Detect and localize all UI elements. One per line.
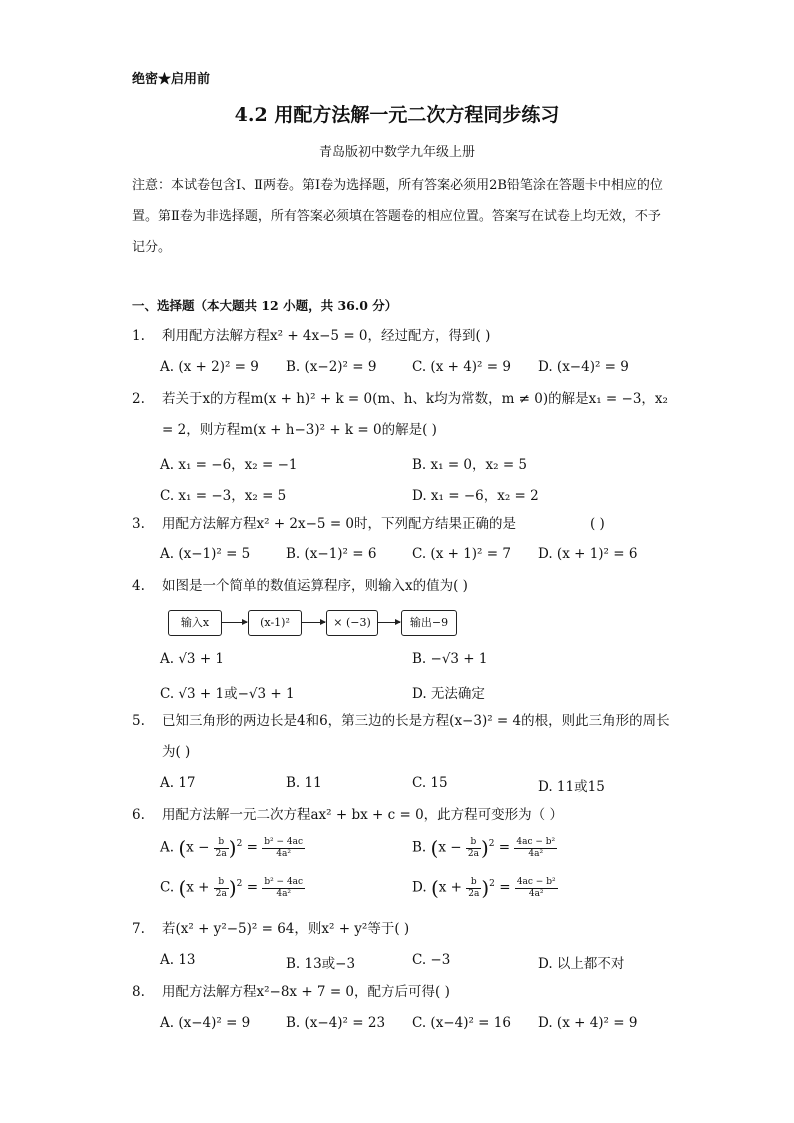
question-stem: 用配方法解方程x² + 2x−5 = 0时，下列配方结果正确的是 — [162, 516, 517, 532]
option-c[interactable]: C. 15 — [412, 775, 448, 791]
option-b[interactable]: B. 13或−3 — [286, 956, 356, 972]
secret-label: 绝密★启用前 — [132, 72, 211, 87]
question-5 — [132, 706, 672, 768]
question-stem: 用配方法解一元二次方程ax² + bx + c = 0，此方程可变形为（ ） — [162, 807, 563, 823]
option-c[interactable]: C. −3 — [412, 952, 451, 968]
option-a[interactable]: A. (x − $\frac{b}{2a}$ )$^2$ = $\frac{\text{b² − 4ac}}{\text{4a²}}$ — [160, 836, 303, 860]
option-sign: − — [198, 839, 210, 856]
option-a[interactable]: A. 17 — [160, 775, 196, 791]
flow-box-multiply: × (−3) — [326, 610, 378, 636]
option-a[interactable]: A. (x + 2)² = 9 — [160, 359, 259, 375]
option-c[interactable]: C. √3 + 1或−√3 + 1 — [160, 686, 295, 702]
fraction: $\frac{\text{4ac − b²}}{\text{4a²}}$ — [516, 836, 556, 859]
fraction: $\frac{b}{2a}$ — [468, 876, 480, 899]
question-number: 6. — [132, 807, 145, 823]
question-5-options — [160, 775, 670, 795]
fraction: $\frac{b}{2a}$ — [215, 836, 227, 859]
flow-box-output: 输出−9 — [401, 610, 457, 636]
fraction: $\frac{b}{2a}$ — [215, 876, 227, 899]
option-a[interactable]: A. (x−4)² = 9 — [160, 1015, 251, 1031]
option-d[interactable]: D. x₁ = −6，x₂ = 2 — [412, 488, 539, 504]
question-stem: 利用配方法解方程x² + 4x−5 = 0，经过配方，得到( ) — [162, 328, 491, 344]
question-8-options — [160, 1015, 670, 1035]
option-a[interactable]: A. √3 + 1 — [160, 651, 225, 667]
option-a[interactable]: A. (x−1)² = 5 — [160, 546, 251, 562]
flow-arrow-icon — [301, 622, 325, 623]
question-2 — [132, 384, 672, 446]
question-stem: 已知三角形的两边长是4和6，第三边的长是方程(x−3)² = 4的根，则此三角形的周长为( ) — [162, 713, 670, 760]
question-3 — [132, 509, 672, 540]
question-4-options-row-1 — [160, 651, 670, 671]
question-stem: 如图是一个简单的数值运算程序，则输入x的值为( ) — [162, 578, 468, 594]
option-label: C. — [160, 879, 175, 896]
option-b[interactable]: B. x₁ = 0，x₂ = 5 — [412, 457, 528, 473]
section-title: 一、选择题（本大题共 12 小题，共 36.0 分） — [132, 298, 398, 313]
option-d[interactable]: D. (x + 1)² = 6 — [538, 546, 638, 562]
option-d[interactable]: D. (x + $\frac{b}{2a}$ )$^2$ = $\frac{\text{4ac − b²}}{\text{4a²}}$ — [412, 876, 556, 900]
question-number: 8. — [132, 984, 145, 1000]
option-c[interactable]: C. (x + $\frac{b}{2a}$ )$^2$ = $\frac{\text{b² − 4ac}}{\text{4a²}}$ — [160, 876, 304, 900]
fraction: $\frac{\text{b² − 4ac}}{\text{4a²}}$ — [264, 836, 303, 859]
question-stem: 用配方法解方程x²−8x + 7 = 0，配方后可得( ) — [162, 984, 450, 1000]
question-number: 1. — [132, 328, 145, 344]
fraction: $\frac{\text{4ac − b²}}{\text{4a²}}$ — [516, 876, 556, 899]
question-stem: 若关于x的方程m(x + h)² + k = 0(m、h、k均为常数，m ≠ 0)的解是x₁ = −3，x₂ = 2，则方程m(x + h−3)² + k = 0的解是( ) — [162, 391, 668, 438]
question-2-options-row-2 — [160, 484, 670, 504]
option-sign: + — [450, 879, 462, 896]
option-b[interactable]: B. (x−4)² = 23 — [286, 1015, 386, 1031]
option-b[interactable]: B. (x−1)² = 6 — [286, 546, 377, 562]
flow-arrow-icon — [377, 622, 400, 623]
option-d[interactable]: D. (x−4)² = 9 — [538, 359, 629, 375]
option-d[interactable]: D. 无法确定 — [412, 686, 485, 702]
page-subtitle: 青岛版初中数学九年级上册 — [318, 145, 475, 160]
flow-box-input: 输入x — [168, 610, 222, 636]
question-1 — [132, 321, 672, 352]
question-7 — [132, 914, 672, 945]
question-4-options-row-2 — [160, 682, 670, 702]
question-2-options-row-1 — [160, 453, 670, 473]
question-1-options — [160, 359, 670, 379]
question-stem: 若(x² + y²−5)² = 64，则x² + y²等于( ) — [162, 921, 410, 937]
flowchart — [168, 610, 458, 638]
flow-box-square: (x-1)² — [248, 610, 302, 636]
answer-paren: ( ) — [590, 516, 605, 532]
question-6-options-row-1 — [160, 836, 670, 870]
option-b[interactable]: B. 11 — [286, 775, 322, 791]
question-4 — [132, 571, 672, 602]
question-7-options — [160, 952, 670, 972]
exam-note: 注意：本试卷包含Ⅰ、Ⅱ两卷。第Ⅰ卷为选择题，所有答案必须用2B铅笔涂在答题卡中相应的位置。第Ⅱ卷为非选择题，所有答案必须填在答题卷的相应位置。答案写在试卷上均无效，不予记分。 — [132, 178, 663, 255]
question-number: 5. — [132, 713, 145, 729]
question-number: 7. — [132, 921, 145, 937]
option-label: D. — [412, 879, 427, 896]
option-d[interactable]: D. 以上都不对 — [538, 956, 625, 972]
option-b[interactable]: B. (x−2)² = 9 — [286, 359, 377, 375]
option-c[interactable]: C. (x + 1)² = 7 — [412, 546, 511, 562]
question-number: 4. — [132, 578, 145, 594]
option-label: B. — [412, 839, 427, 856]
option-d[interactable]: D. (x + 4)² = 9 — [538, 1015, 638, 1031]
option-c[interactable]: C. (x + 4)² = 9 — [412, 359, 511, 375]
option-b[interactable]: B. (x − $\frac{b}{2a}$ )$^2$ = $\frac{\text{4ac − b²}}{\text{4a²}}$ — [412, 836, 556, 860]
question-3-options — [160, 546, 670, 566]
question-8 — [132, 977, 672, 1008]
question-6-options-row-2 — [160, 876, 670, 910]
option-sign: − — [450, 839, 462, 856]
option-d[interactable]: D. 11或15 — [538, 779, 605, 795]
option-c[interactable]: C. x₁ = −3，x₂ = 5 — [160, 488, 287, 504]
option-b[interactable]: B. −√3 + 1 — [412, 651, 488, 667]
option-a[interactable]: A. 13 — [160, 952, 196, 968]
option-c[interactable]: C. (x−4)² = 16 — [412, 1015, 511, 1031]
option-a[interactable]: A. x₁ = −6，x₂ = −1 — [160, 457, 298, 473]
option-label: A. — [160, 839, 175, 856]
question-6 — [132, 800, 672, 831]
page-title: 4.2 用配方法解一元二次方程同步练习 — [234, 104, 560, 126]
question-number: 2. — [132, 391, 145, 407]
fraction: $\frac{b}{2a}$ — [467, 836, 479, 859]
fraction: $\frac{\text{b² − 4ac}}{\text{4a²}}$ — [264, 876, 304, 899]
question-number: 3. — [132, 516, 145, 532]
flow-arrow-icon — [221, 622, 247, 623]
option-sign: + — [198, 879, 210, 896]
